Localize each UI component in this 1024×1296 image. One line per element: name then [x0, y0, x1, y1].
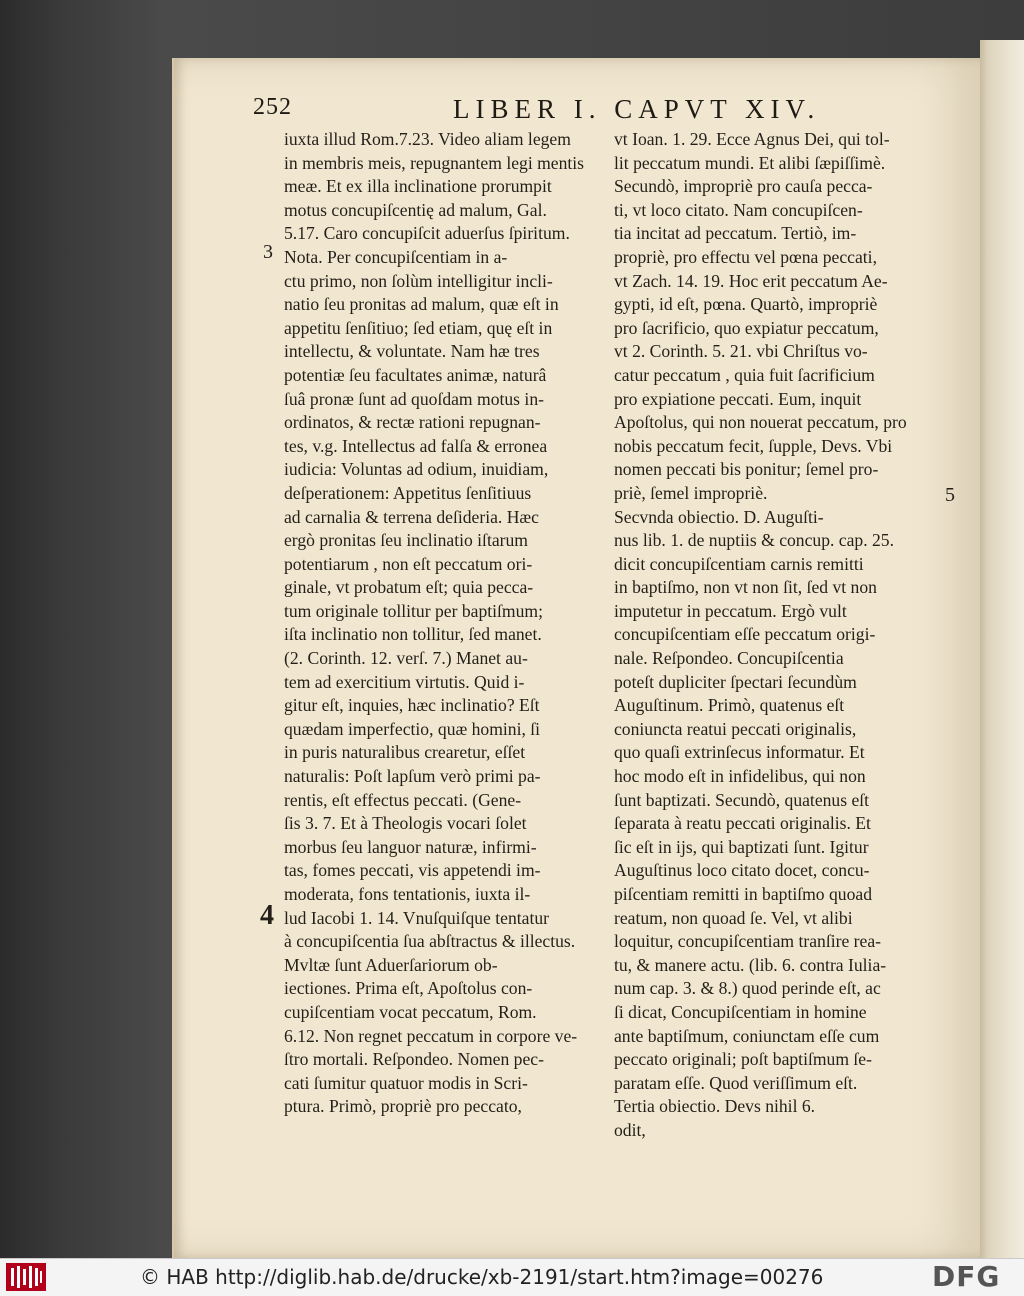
text-line: ſuâ pronæ ſunt ad quoſdam motus in-	[284, 388, 544, 409]
text-line: deſperationem: Appetitus ſenſitiuus	[284, 482, 532, 503]
text-line: Mvltæ ſunt Aduerſariorum ob-	[284, 954, 498, 975]
text-line: poteſt dupliciter ſpectari ſecundùm	[614, 671, 857, 692]
right-text-column	[614, 128, 949, 1143]
text-line: Auguſtinus loco citato docet, concu-	[614, 860, 870, 881]
text-line: tia incitat ad peccatum. Tertiò, im-	[614, 223, 857, 244]
text-line: intellectu, & voluntate. Nam hæ tres	[284, 341, 540, 362]
margin-number-4: 4	[260, 900, 274, 931]
text-line: reatum, non quoad ſe. Vel, vt alibi	[614, 907, 853, 928]
text-line: gitur eſt, inquies, hæc inclinatio? Eſt	[284, 695, 540, 716]
text-line: ante baptiſmum, coniunctam eſſe cum	[614, 1025, 880, 1046]
text-line: peccato originali; poſt baptiſmum ſe-	[614, 1049, 872, 1070]
text-line: motus concupiſcentię ad malum, Gal.	[284, 199, 547, 220]
text-line: ſunt baptizati. Secundò, quatenus eſt	[614, 789, 870, 810]
text-line: quo quaſi extrinſecus informatur. Et	[614, 742, 865, 763]
text-line: nomen peccati bis ponitur; ſemel pro-	[614, 459, 879, 480]
text-line: ginale, vt probatum eſt; quia pecca-	[284, 577, 534, 598]
text-line: 6.12. Non regnet peccatum in corpore ve-	[284, 1025, 578, 1046]
text-line: (2. Corinth. 12. verſ. 7.) Manet au-	[284, 648, 528, 669]
text-line: Auguſtinum. Primò, quatenus eſt	[614, 695, 845, 716]
text-line: odit,	[614, 1119, 646, 1140]
running-title: LIBER I. CAPVT XIV.	[453, 94, 821, 124]
margin-number-3: 3	[263, 241, 273, 263]
text-line: iectiones. Prima eſt, Apoſtolus con-	[284, 978, 533, 999]
text-line: cati ſumitur quatuor modis in Scri-	[284, 1072, 528, 1093]
text-line: tas, fomes peccati, vis appetendi im-	[284, 860, 541, 881]
text-line: Secundò, impropriè pro cauſa pecca-	[614, 176, 873, 197]
text-line: à concupiſcentia ſua abſtractus & illectus.	[284, 931, 576, 952]
text-line: Tertia obiectio. Devs nihil 6.	[614, 1096, 816, 1117]
source-url-text: © HAB http://diglib.hab.de/drucke/xb-2191/start.htm?image=00276	[140, 1265, 824, 1289]
text-line: ſis 3. 7. Et à Theologis vocari ſolet	[284, 813, 527, 834]
text-line: ptura. Primò, propriè pro peccato,	[284, 1096, 522, 1117]
text-line: lit peccatum mundi. Et alibi ſæpiſſimè.	[614, 152, 886, 173]
text-line: pro ſacrificio, quo expiatur peccatum,	[614, 317, 879, 338]
text-line: rentis, eſt effectus peccati. (Gene-	[284, 789, 522, 810]
dfg-logo: DFG	[932, 1260, 1001, 1293]
text-line: ordinatos, & rectæ rationi repugnan-	[284, 412, 541, 433]
text-line: loquitur, concupiſcentiam tranſire rea-	[614, 931, 881, 952]
text-line: cupiſcentiam vocat peccatum, Rom.	[284, 1001, 537, 1022]
hab-logo-icon	[6, 1263, 46, 1291]
text-line: in membris meis, repugnantem legi mentis	[284, 152, 585, 173]
text-line: iuxta illud Rom.7.23. Video aliam legem	[284, 129, 571, 149]
text-line: num cap. 3. & 8.) quod perinde eſt, ac	[614, 978, 881, 999]
text-line: Nota. Per concupiſcentiam in a-	[284, 246, 508, 267]
text-line: Secvnda obiectio. D. Auguſti-	[614, 506, 824, 527]
text-line: gypti, id eſt, pœna. Quartò, impropriè	[614, 294, 878, 315]
left-text-column	[284, 128, 604, 1119]
footer-bar	[0, 1258, 1024, 1296]
text-line: propriè, pro effectu vel pœna peccati,	[614, 246, 877, 267]
text-line: ſic eſt in ijs, qui baptizati ſunt. Igitur	[614, 836, 869, 857]
text-line: tum originale tollitur per baptiſmum;	[284, 600, 543, 621]
facing-page-edge	[980, 40, 1024, 1258]
text-line: ad carnalia & terrena deſideria. Hæc	[284, 506, 539, 527]
text-line: priè, ſemel impropriè.	[614, 482, 768, 503]
text-line: ſi dicat, Concupiſcentiam in homine	[614, 1001, 867, 1022]
text-line: coniuncta reatui peccati originalis,	[614, 718, 857, 739]
text-line: vt Ioan. 1. 29. Ecce Agnus Dei, qui tol-	[614, 129, 890, 149]
text-line: imputetur in peccatum. Ergò vult	[614, 600, 847, 621]
text-line: moderata, fons tentationis, iuxta il-	[284, 884, 531, 904]
text-line: tes, v.g. Intellectus ad falſa & erronea	[284, 435, 548, 456]
text-line: in puris naturalibus crearetur, eſſet	[284, 742, 526, 763]
margin-number-5: 5	[945, 484, 955, 506]
text-line: appetitu ſenſitiuo; ſed etiam, quę eſt in	[284, 317, 553, 338]
text-line: morbus ſeu languor naturæ, infirmi-	[284, 836, 537, 857]
text-line: 5.17. Caro concupiſcit aduerſus ſpiritum.	[284, 223, 570, 244]
text-line: potentiarum , non eſt peccatum ori-	[284, 553, 533, 574]
text-line: ti, vt loco citato. Nam concupiſcen-	[614, 199, 863, 220]
text-line: nale. Reſpondeo. Concupiſcentia	[614, 648, 844, 669]
text-line: quædam imperfectio, quæ homini, ſi	[284, 718, 541, 739]
text-line: piſcentiam remitti in baptiſmo quoad	[614, 884, 872, 904]
text-line: naturalis: Poſt lapſum verò primi pa-	[284, 766, 541, 787]
text-line: ctu primo, non ſolùm intelligitur incli-	[284, 270, 553, 291]
text-line: ſtro mortali. Reſpondeo. Nomen pec-	[284, 1049, 544, 1070]
text-line: tu, & manere actu. (lib. 6. contra Iulia-	[614, 954, 887, 975]
text-line: lud Iacobi 1. 14. Vnuſquiſque tentatur	[284, 907, 549, 928]
text-line: vt 2. Corinth. 5. 21. vbi Chriſtus vo-	[614, 341, 868, 362]
text-line: nus lib. 1. de nuptiis & concup. cap. 25.	[614, 530, 894, 551]
text-line: ſeparata à reatu peccati originalis. Et	[614, 813, 871, 834]
text-line: natio ſeu pronitas ad malum, quæ eſt in	[284, 294, 559, 315]
page-header	[253, 94, 953, 124]
text-line: tem ad exercitium virtutis. Quid i-	[284, 671, 525, 692]
text-line: concupiſcentiam eſſe peccatum origi-	[614, 624, 876, 645]
text-line: Apoſtolus, qui non nouerat peccatum, pro	[614, 412, 907, 433]
text-line: nobis peccatum fecit, ſupple, Devs. Vbi	[614, 435, 893, 456]
text-line: vt Zach. 14. 19. Hoc erit peccatum Ae-	[614, 270, 888, 291]
text-line: potentiæ ſeu facultates animæ, naturâ	[284, 364, 547, 385]
text-line: iudicia: Voluntas ad odium, inuidiam,	[284, 459, 549, 480]
text-line: ergò pronitas ſeu inclinatio iſtarum	[284, 530, 528, 551]
page-number: 252	[253, 94, 292, 120]
text-line: in baptiſmo, non vt non ſit, ſed vt non	[614, 577, 877, 598]
text-line: catur peccatum , quia fuit ſacrificium	[614, 364, 875, 385]
text-line: iſta inclinatio non tollitur, ſed manet.	[284, 624, 542, 645]
text-line: hoc modo eſt in infidelibus, qui non	[614, 766, 866, 787]
text-line: meæ. Et ex illa inclinatione prorumpit	[284, 176, 552, 197]
text-line: pro expiatione peccati. Eum, inquit	[614, 388, 862, 409]
text-line: dicit concupiſcentiam carnis remitti	[614, 553, 864, 574]
text-line: paratam eſſe. Quod veriſſimum eſt.	[614, 1072, 858, 1093]
